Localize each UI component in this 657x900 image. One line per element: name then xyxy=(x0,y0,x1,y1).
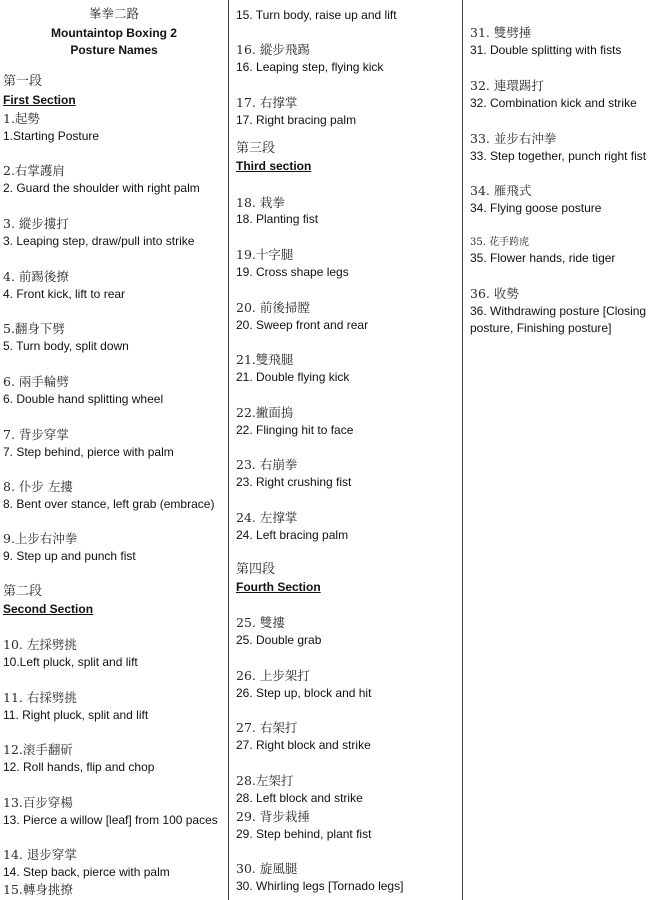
posture-29-cn: 29. 背步栽捶 xyxy=(236,809,310,824)
section-4-heading-en: Fourth Section xyxy=(236,580,321,594)
posture-25-cn: 25. 雙摟 xyxy=(236,615,285,630)
posture-16-cn: 16. 縱步飛踢 xyxy=(236,42,310,57)
section-1-heading-cn: 第一段 xyxy=(3,74,43,89)
posture-9-en: 9. Step up and punch fist xyxy=(3,549,136,563)
posture-19-en: 19. Cross shape legs xyxy=(236,265,349,279)
posture-21-cn: 21.雙飛腿 xyxy=(236,352,294,367)
section-1-heading-en: First Section xyxy=(3,93,76,107)
posture-3-cn: 3. 縱步摟打 xyxy=(3,216,69,231)
posture-2-en: 2. Guard the shoulder with right palm xyxy=(3,181,200,195)
posture-30-en: 30. Whirling legs [Tornado legs] xyxy=(236,879,404,893)
posture-4-cn: 4. 前踢後撩 xyxy=(3,269,69,284)
posture-33-cn: 33. 並步右沖拳 xyxy=(470,131,557,146)
posture-15-cn: 15.轉身挑撩 xyxy=(3,882,73,897)
posture-35-en: 35. Flower hands, ride tiger xyxy=(470,251,616,265)
posture-27-en: 27. Right block and strike xyxy=(236,738,371,752)
posture-21-en: 21. Double flying kick xyxy=(236,370,350,384)
posture-34-cn: 34. 雁飛式 xyxy=(470,183,532,198)
posture-13-en: 13. Pierce a willow [leaf] from 100 paces xyxy=(3,813,218,827)
section-3-heading-en: Third section xyxy=(236,159,312,173)
posture-29-en: 29. Step behind, plant fist xyxy=(236,827,372,841)
posture-4-en: 4. Front kick, lift to rear xyxy=(3,287,126,301)
posture-36-en-line-2: posture, Finishing posture] xyxy=(470,321,612,335)
posture-5-cn: 5.翻身下劈 xyxy=(3,321,65,336)
section-2-heading-en: Second Section xyxy=(3,602,94,616)
posture-14-cn: 14. 退步穿掌 xyxy=(3,847,77,862)
subtitle: Posture Names xyxy=(70,43,158,57)
title-chinese: 峯拳二路 xyxy=(88,6,139,21)
posture-8-en: 8. Bent over stance, left grab (embrace) xyxy=(3,497,215,511)
posture-11-cn: 11. 右採劈挑 xyxy=(3,690,77,705)
column-1 xyxy=(3,0,225,900)
posture-24-cn: 24. 左撑掌 xyxy=(236,510,298,525)
posture-24-en: 24. Left bracing palm xyxy=(236,528,349,542)
posture-8-cn: 8. 仆步 左摟 xyxy=(3,479,73,494)
section-4-heading-cn: 第四段 xyxy=(236,562,276,577)
column-2 xyxy=(236,0,460,900)
posture-33-en: 33. Step together, punch right fist xyxy=(470,149,647,163)
posture-16-en: 16. Leaping step, flying kick xyxy=(236,60,384,74)
posture-20-en: 20. Sweep front and rear xyxy=(236,318,369,332)
section-2-heading-cn: 第二段 xyxy=(3,584,43,599)
posture-36-cn: 36. 收勢 xyxy=(470,286,519,301)
posture-12-cn: 12.滚手翻斫 xyxy=(3,742,73,757)
column-divider-2 xyxy=(462,0,463,900)
posture-32-en: 32. Combination kick and strike xyxy=(470,96,637,110)
posture-36-en-line-1: 36. Withdrawing posture [Closing xyxy=(470,304,647,318)
column-3 xyxy=(470,0,656,900)
posture-20-cn: 20. 前後掃膛 xyxy=(236,300,310,315)
posture-25-en: 25. Double grab xyxy=(236,633,322,647)
posture-19-cn: 19.十字腿 xyxy=(236,247,294,262)
column-divider-1 xyxy=(228,0,229,900)
posture-30-cn: 30. 旋風腿 xyxy=(236,861,298,876)
posture-35-cn: 35. 花手跨虎 xyxy=(470,237,530,248)
posture-22-cn: 22.撇面摀 xyxy=(236,405,294,420)
posture-11-en: 11. Right pluck, split and lift xyxy=(3,708,149,722)
posture-26-cn: 26. 上步架打 xyxy=(236,668,310,683)
posture-17-cn: 17. 右撑掌 xyxy=(236,95,298,110)
posture-34-en: 34. Flying goose posture xyxy=(470,201,602,215)
posture-10-cn: 10. 左採劈挑 xyxy=(3,637,77,652)
posture-31-cn: 31. 雙劈捶 xyxy=(470,25,532,40)
posture-3-en: 3. Leaping step, draw/pull into strike xyxy=(3,234,195,248)
posture-27-cn: 27. 右架打 xyxy=(236,720,298,735)
posture-31-en: 31. Double splitting with fists xyxy=(470,43,622,57)
posture-15-en: 15. Turn body, raise up and lift xyxy=(236,8,397,22)
posture-7-cn: 7. 背步穿掌 xyxy=(3,427,69,442)
posture-2-cn: 2.右掌護肩 xyxy=(3,163,65,178)
posture-6-en: 6. Double hand splitting wheel xyxy=(3,392,164,406)
posture-28-cn: 28.左架打 xyxy=(236,773,294,788)
posture-12-en: 12. Roll hands, flip and chop xyxy=(3,760,155,774)
section-3-heading-cn: 第三段 xyxy=(236,141,276,156)
posture-32-cn: 32. 連環踢打 xyxy=(470,78,544,93)
posture-18-en: 18. Planting fist xyxy=(236,212,319,226)
posture-14-en: 14. Step back, pierce with palm xyxy=(3,865,170,879)
posture-22-en: 22. Flinging hit to face xyxy=(236,423,354,437)
posture-6-cn: 6. 兩手輪劈 xyxy=(3,374,69,389)
posture-1-cn: 1.起勢 xyxy=(3,111,40,126)
posture-9-cn: 9.上步右沖拳 xyxy=(3,531,78,546)
posture-10-en: 10.Left pluck, split and lift xyxy=(3,655,138,669)
posture-5-en: 5. Turn body, split down xyxy=(3,339,129,353)
posture-23-cn: 23. 右崩拳 xyxy=(236,457,298,472)
title-english: Mountaintop Boxing 2 xyxy=(51,26,177,40)
posture-7-en: 7. Step behind, pierce with palm xyxy=(3,445,174,459)
posture-26-en: 26. Step up, block and hit xyxy=(236,686,372,700)
posture-13-cn: 13.百步穿楊 xyxy=(3,795,73,810)
posture-17-en: 17. Right bracing palm xyxy=(236,113,357,127)
posture-28-en: 28. Left block and strike xyxy=(236,791,363,805)
posture-18-cn: 18. 栽拳 xyxy=(236,195,285,210)
posture-23-en: 23. Right crushing fist xyxy=(236,475,352,489)
posture-1-en: 1.Starting Posture xyxy=(3,129,100,143)
